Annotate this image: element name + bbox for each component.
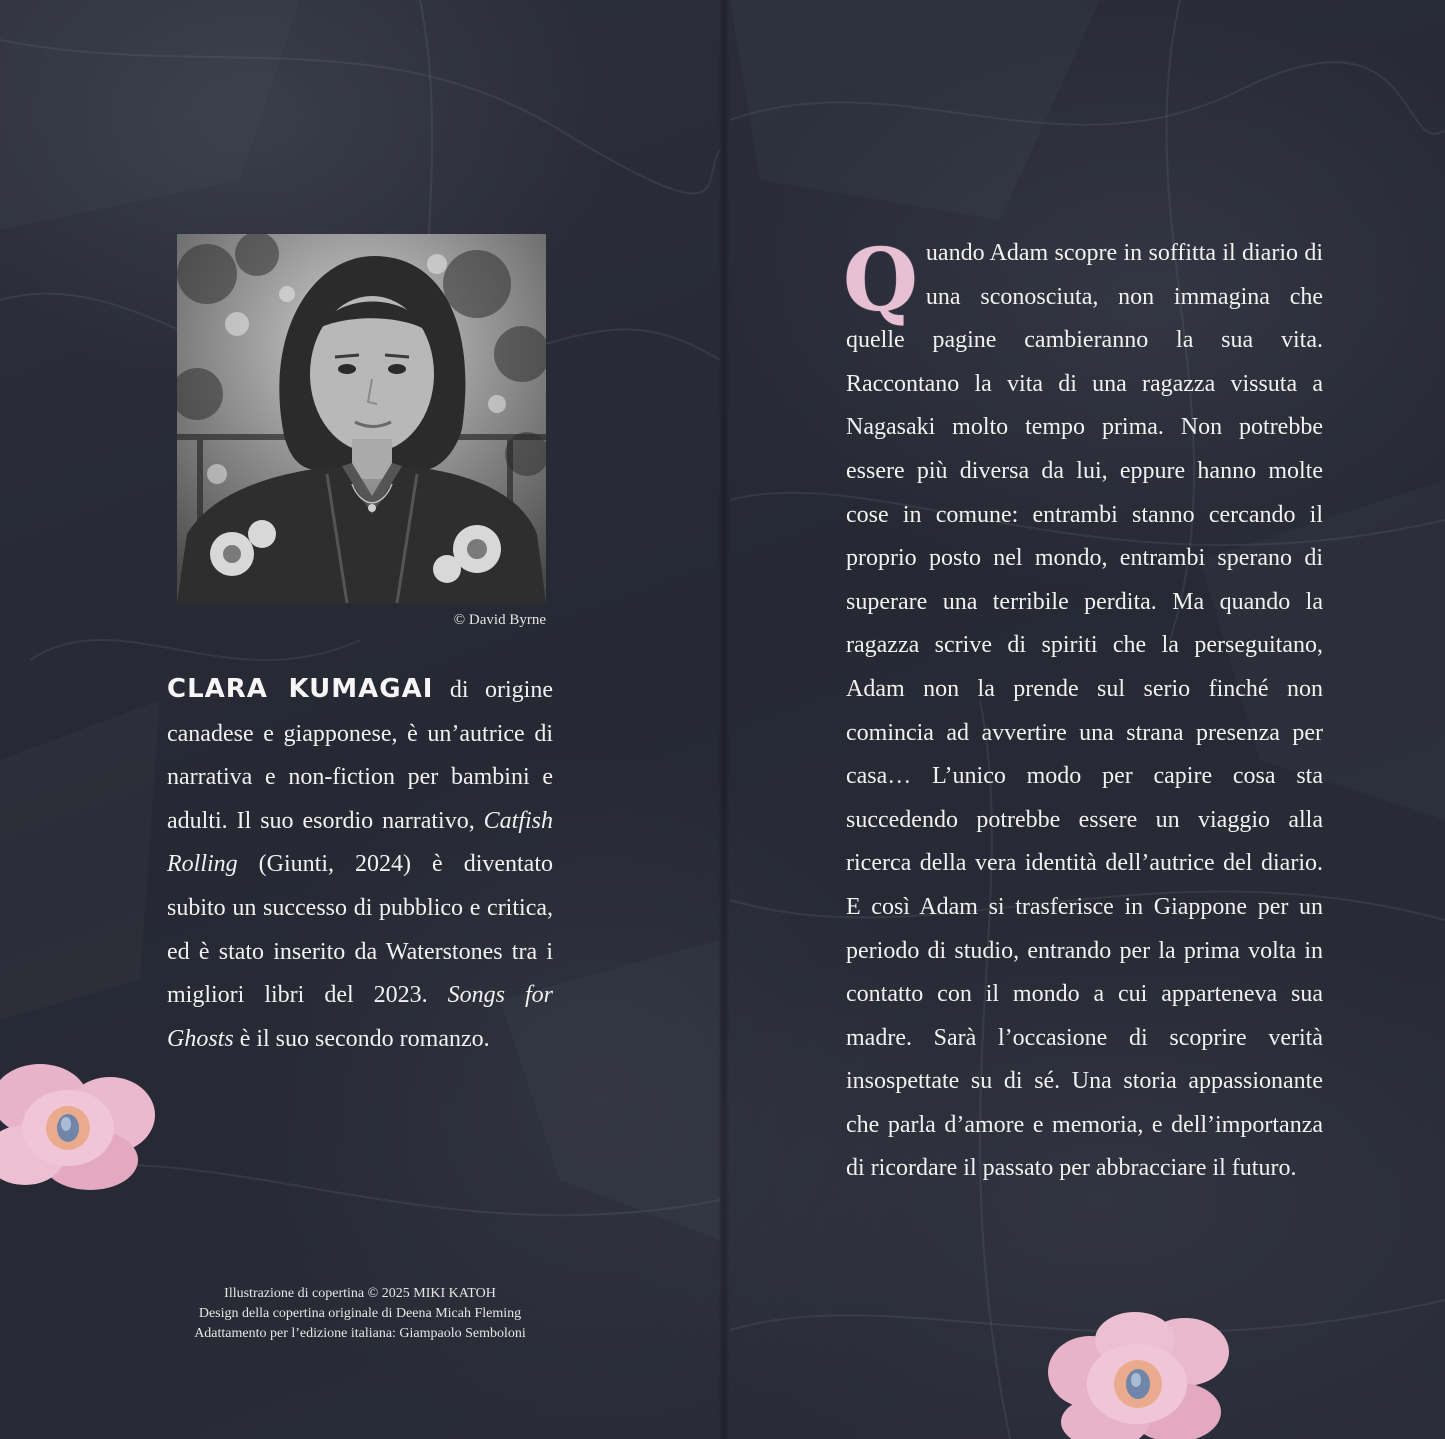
cover-credits bbox=[150, 1284, 570, 1344]
bio-text-2: (Giunti, 2024) è diventato subito un successo di pubblico e critica, ed è stato inserito da Waterstones tra i migliori libri del 2023. bbox=[167, 851, 553, 1009]
credit-illustration: Illustrazione di copertina © 2025 MIKI KATOH bbox=[224, 1286, 496, 1301]
debut-title: Catfish Rolling bbox=[167, 807, 553, 878]
spine-shadow bbox=[718, 0, 730, 1439]
credit-design: Design della copertina originale di Deena Micah Fleming bbox=[198, 1306, 522, 1321]
flower-illustration-left bbox=[0, 1060, 170, 1190]
author-name: CLARA KUMAGAI bbox=[167, 674, 434, 704]
author-bio bbox=[167, 668, 553, 1061]
blurb-text: uando Adam scopre in soffitta il diario di una sconosciuta, non immagina che quelle pagine cambieranno la sua vita. Raccontano la vita di una ragazza vissuta a Nagasaki molto tempo prima. Non potrebbe essere più diversa da lui, eppure hanno molte cose in comune: entrambi stanno cercando il proprio posto nel mondo, entrambi sperano di superare una terribile perdita. Ma quando la ragazza scrive di spiriti che la perseguitano, Adam non la prende sul serio finché non comincia ad avvertire una strana presenza per casa… L’unico modo per capire cosa sta succedendo potrebbe essere un viaggio alla ricerca della vera identità dell’autrice del diario. E così Adam si trasferisce in Giappone per un periodo di studio, entrando per la prima volta in contatto con il mondo a cui apparteneva sua madre. Sarà l’occasione di scoprire verità insospettate su di sé. Una storia appassionante che parla d’amore e memoria, e dell’importanza di ricordare il passato per abbracciare il futuro. bbox=[846, 240, 1323, 1182]
photo-credit: © David Byrne bbox=[453, 612, 546, 628]
book-title: Songs for Ghosts bbox=[167, 982, 553, 1052]
book-blurb bbox=[843, 230, 1323, 1191]
author-photo bbox=[177, 234, 546, 603]
bio-text: di origine canadese e giapponese, è un’autrice di narrativa e non-fiction per bambini e adulti. Il suo esordio narrativo, bbox=[167, 677, 553, 834]
credit-adaptation: Adattamento per l’edizione italiana: Giampaolo Semboloni bbox=[194, 1326, 526, 1341]
drop-cap: Q bbox=[843, 230, 918, 331]
bio-text-3: è il suo secondo romanzo. bbox=[233, 1025, 490, 1052]
flower-illustration-bottom bbox=[1035, 1312, 1235, 1439]
